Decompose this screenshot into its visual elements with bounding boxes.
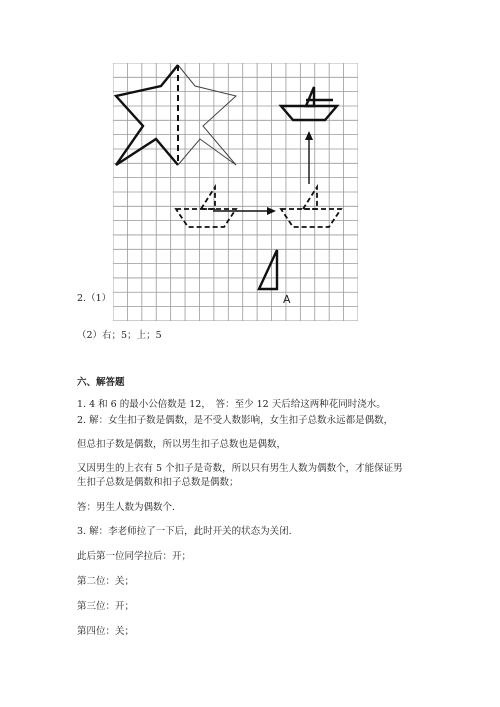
section-title: 六、解答题	[77, 377, 125, 388]
solution-2-line-4: 生扣子总数是偶数和扣子总数是偶数；	[77, 477, 239, 488]
triangle-shape	[259, 250, 277, 289]
grid-figure	[113, 63, 358, 321]
right-half-thin	[178, 65, 236, 165]
solution-3-line-5: 第四位：关；	[77, 626, 135, 637]
solution-2-line-2: 但总扣子数是偶数，所以男生扣子总数也是偶数，	[77, 439, 287, 450]
solution-2-answer: 答：男生人数为偶数个.	[77, 502, 176, 513]
grid-lines	[113, 63, 358, 321]
solution-3-line-1: 3. 解：李老师拉了一下后，此时开关的状态为关闭.	[77, 526, 292, 537]
solution-1: 1. 4 和 6 的最小公倍数是 12， 答：至少 12 天后给这两种花同时浇水。	[77, 399, 386, 410]
boat-top-hull	[281, 106, 337, 120]
solution-2-line-3: 又因男生的上衣有 5 个扣子是奇数，所以只有男生人数为偶数个，才能保证男	[77, 463, 403, 474]
arrow-up-head	[305, 131, 313, 140]
left-half-solid	[116, 65, 178, 165]
boat-top-sail	[306, 87, 314, 106]
point-label-a: A	[283, 293, 291, 306]
solution-3-line-3: 第二位：关；	[77, 576, 135, 587]
left-star-shape	[116, 65, 236, 165]
solution-3-line-4: 第三位：开；	[77, 601, 135, 612]
solution-3-line-2: 此后第一位同学拉后：开；	[77, 551, 192, 562]
answer-2-part-2: （2）右；5；上；5	[77, 330, 162, 341]
question-2-label: 2.（1）	[77, 293, 112, 304]
solution-2-line-1: 2. 解：女生扣子数是偶数，是不受人数影响，女生扣子总数永远都是偶数，	[77, 415, 394, 426]
